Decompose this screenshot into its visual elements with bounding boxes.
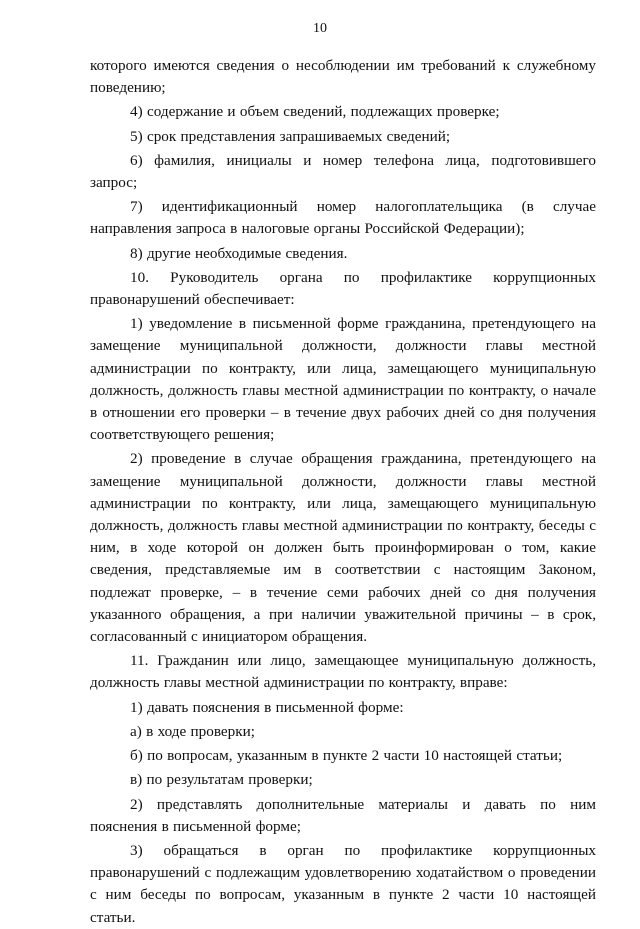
list-item-4: 4) содержание и объем сведений, подлежащих проверке;	[130, 103, 500, 121]
document-body	[90, 55, 596, 929]
list-item-7: 7) идентификационный номер налогоплательщика (в случае направления запроса в налоговые органы Российской Федерации);	[90, 198, 596, 238]
section-11-subitem-b: б) по вопросам, указанным в пункте 2 части 10 настоящей статьи;	[130, 747, 563, 765]
page-number: 10	[313, 21, 327, 36]
section-11-item-2: 2) представлять дополнительные материалы и давать по ним пояснения в письменной форме;	[90, 795, 596, 835]
section-10-item-1: 1) уведомление в письменной форме гражданина, претендующего на замещение муниципальной должности, должности главы местной администрации по контракту, или лица, замещающего муниципальную должность, должность главы местной администрации по контракту, о начале в отношении его проверки – в течение двух рабочих дней со дня получения соответствующего решения;	[90, 315, 596, 444]
section-11-subitem-a: а) в ходе проверки;	[130, 722, 255, 740]
list-item-5: 5) срок представления запрашиваемых сведений;	[130, 127, 451, 145]
section-11-item-1: 1) давать пояснения в письменной форме:	[130, 698, 404, 716]
section-10-heading: 10. Руководитель органа по профилактике коррупционных правонарушений обеспечивает:	[90, 268, 596, 309]
list-item-6: 6) фамилия, инициалы и номер телефона лица, подготовившего запрос;	[90, 151, 596, 192]
paragraph-continuation: которого имеются сведения о несоблюдении им требований к служебному поведению;	[90, 57, 596, 97]
section-11-item-3: 3) обращаться в орган по профилактике коррупционных правонарушений с подлежащим удовлетворению ходатайством о проведении с ним беседы по вопросам, указанным в пункте 2 части 10 настоящей статьи.	[90, 841, 596, 926]
section-10-item-2: 2) проведение в случае обращения гражданина, претендующего на замещение муниципальной должности, должности главы местной администрации по контракту, или лица, замещающего муниципальную должность, должность главы местной администрации по контракту, беседы с ним, в ходе которой он должен быть проинформирован о том, какие сведения, представляемые им в соответствии с настоящим Законом, подлежат проверке, – в течение семи рабочих дней со дня получения указанного обращения, а при наличии уважительной причины – в срок, согласованный с инициатором обращения.	[90, 450, 596, 646]
section-11-heading: 11. Гражданин или лицо, замещающее муниципальную должность, должность главы местной администрации по контракту, вправе:	[90, 652, 596, 692]
list-item-8: 8) другие необходимые сведения.	[130, 244, 348, 262]
section-11-subitem-v: в) по результатам проверки;	[130, 771, 313, 789]
